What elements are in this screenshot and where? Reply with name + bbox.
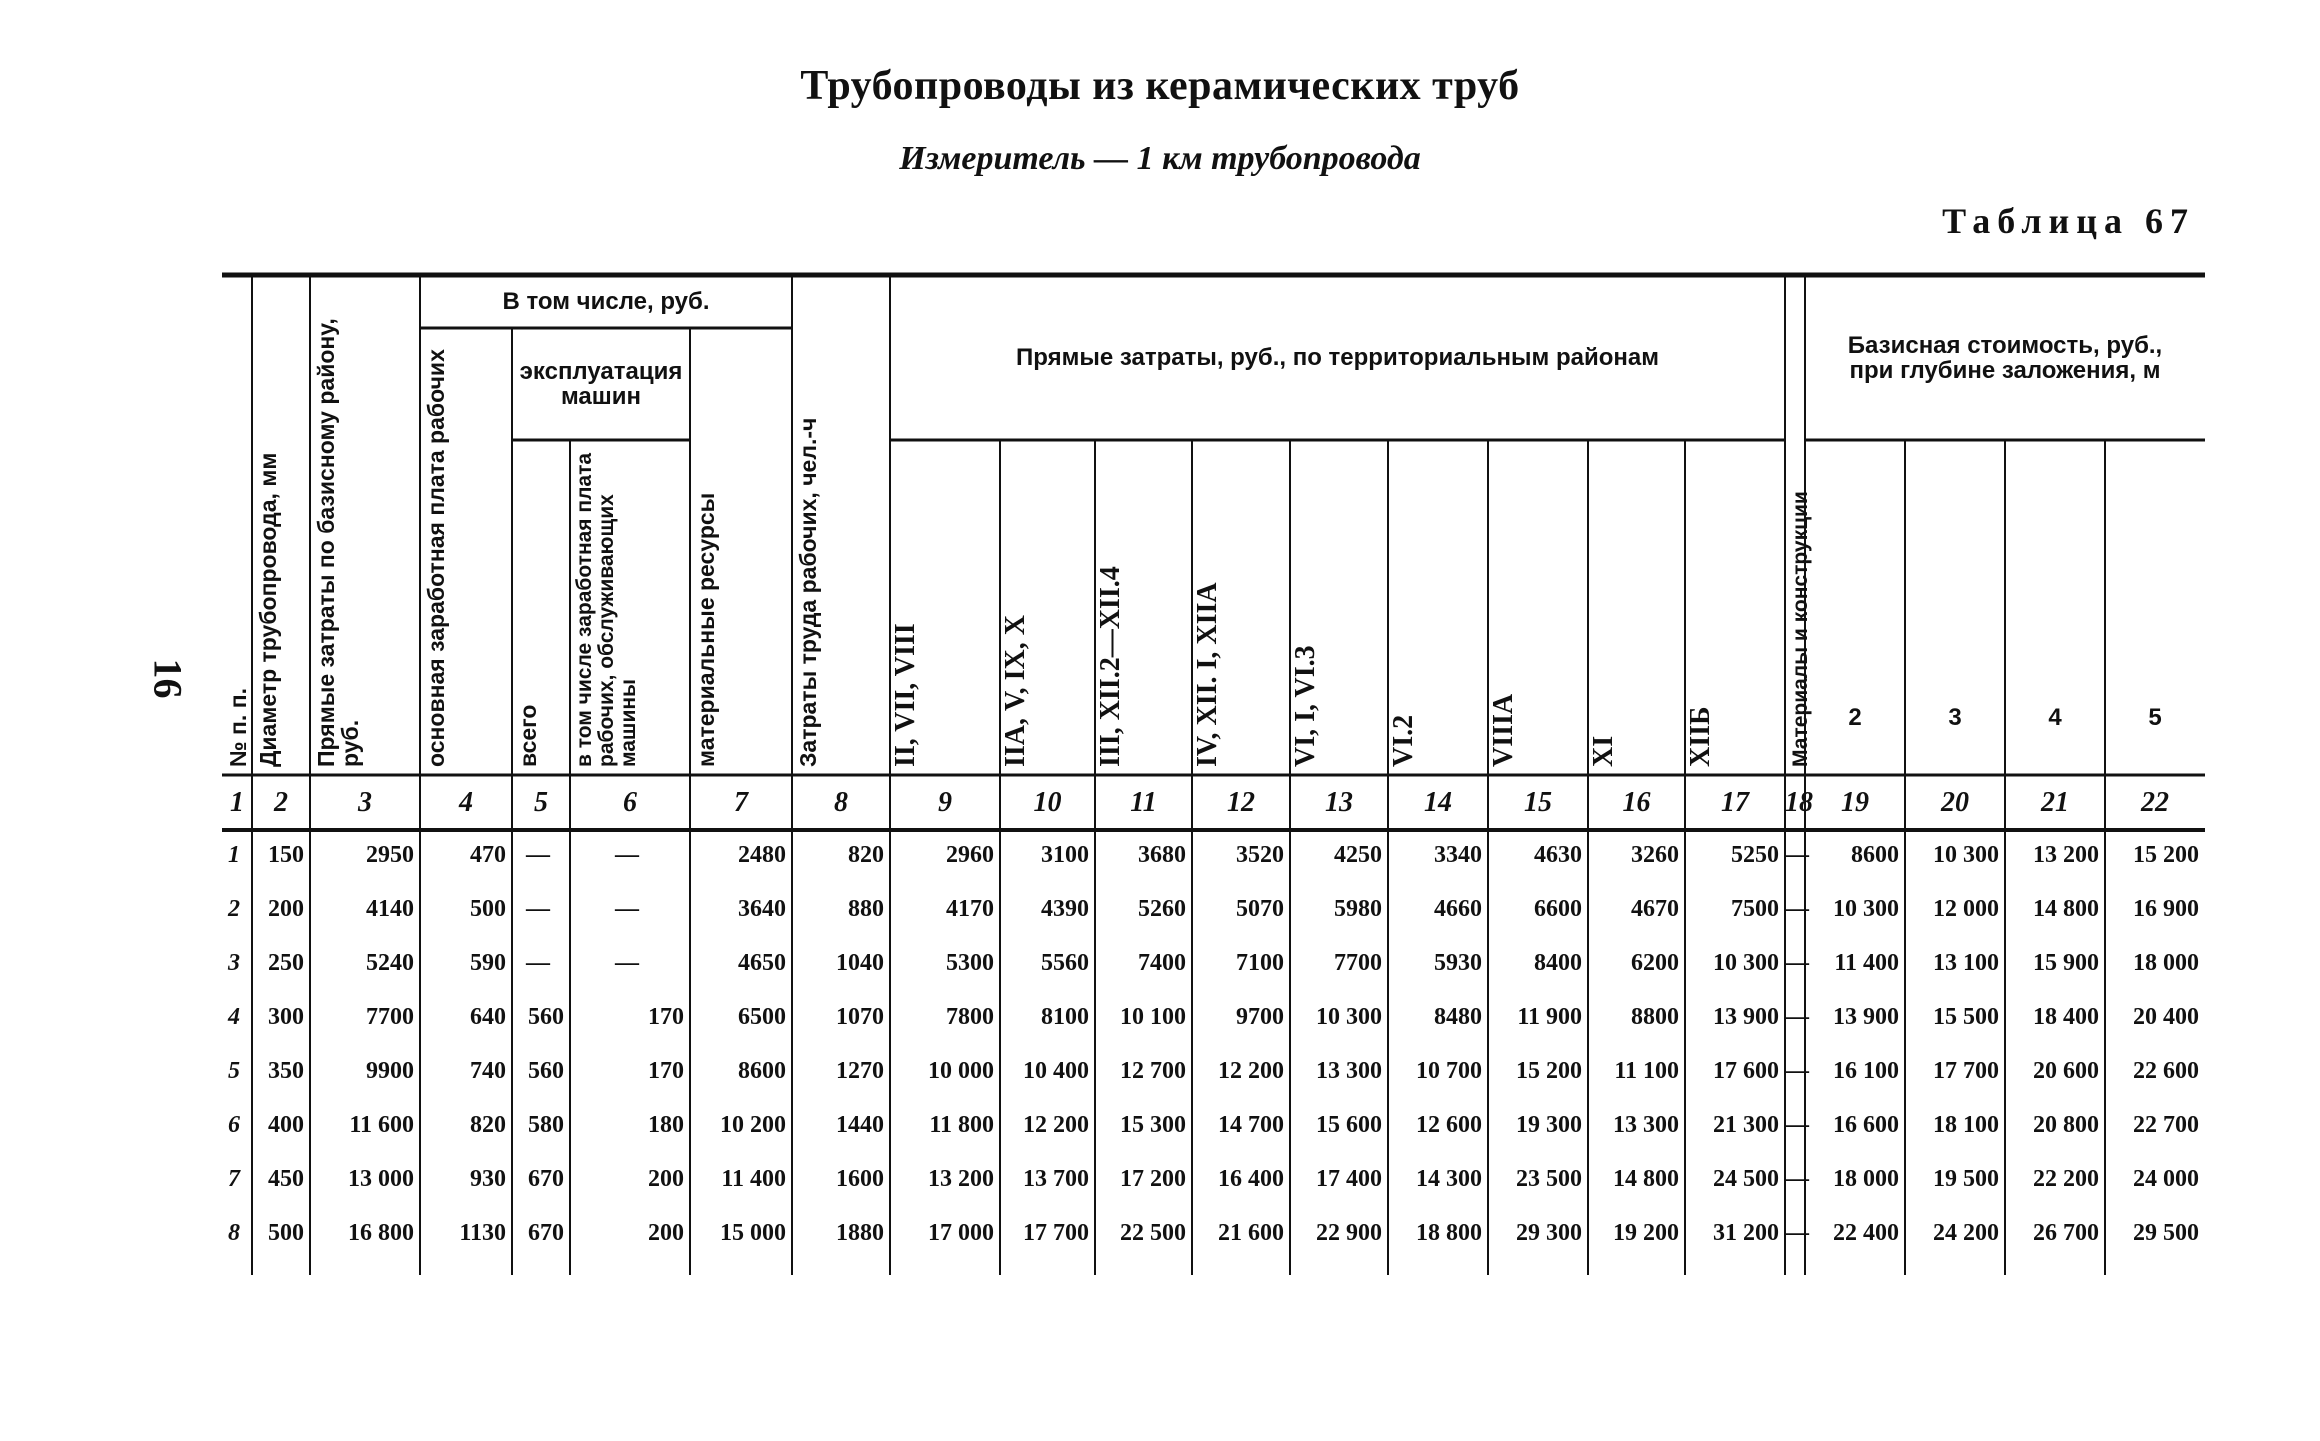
table-cell: 11 600 [349,1112,414,1138]
header-c2-label: Диаметр трубопровода, мм [255,452,281,767]
table-cell: 8600 [1851,842,1899,868]
table-cell: 24 200 [1933,1220,1999,1246]
table-cell: 470 [470,842,506,868]
table-cell: 880 [848,896,884,922]
table-cell: 29 300 [1516,1220,1582,1246]
column-number: 4 [459,787,473,818]
table-cell: 16 400 [1218,1166,1284,1192]
table-cell: 15 300 [1120,1112,1186,1138]
table-cell: 10 000 [928,1058,994,1084]
column-number: 19 [1841,787,1869,818]
header-c10 [1000,440,1095,775]
table-cell: — [526,950,550,976]
table-cell: 16 800 [348,1220,414,1246]
table-cell: 9700 [1236,1004,1284,1030]
header-c4 [420,328,512,775]
row-number: 2 [228,896,240,922]
table-cell: 3340 [1434,842,1482,868]
header-c15-label: VIIIА [1488,693,1519,767]
header-c4-label: основная заработная плата рабочих [423,349,449,767]
table-cell: 15 200 [2133,842,2199,868]
column-number: 22 [2141,787,2169,818]
header-c5-label: всего [515,704,541,767]
table-cell: 5300 [946,950,994,976]
table-cell: — [1785,1004,1809,1030]
column-number: 13 [1325,787,1353,818]
table-cell: 13 900 [1833,1004,1899,1030]
table-cell: 7400 [1138,950,1186,976]
column-number: 2 [274,787,288,818]
table-cell: 1440 [836,1112,884,1138]
table-cell: 17 600 [1713,1058,1779,1084]
table-cell: 13 900 [1713,1004,1779,1030]
table-cell: 14 800 [1613,1166,1679,1192]
table-cell: 1880 [836,1220,884,1246]
table-cell: 11 900 [1517,1004,1582,1030]
table-cell: 1130 [459,1220,506,1246]
table-cell: 18 400 [2033,1004,2099,1030]
column-number: 1 [230,787,244,818]
table-cell: 2960 [946,842,994,868]
table-cell: 12 200 [1023,1112,1089,1138]
header-c14-label: VI.2 [1388,714,1419,767]
row-number: 8 [228,1220,240,1246]
table-cell: 180 [648,1112,684,1138]
table-cell: 200 [648,1166,684,1192]
table-cell: 21 600 [1218,1220,1284,1246]
table-cell: 9900 [366,1058,414,1084]
header-c13 [1290,440,1388,775]
table-cell: 7800 [946,1004,994,1030]
table-cell: 3680 [1138,842,1186,868]
table-cell: 560 [528,1058,564,1084]
header-c16-label: XI [1588,735,1619,767]
table-cell: 16 100 [1833,1058,1899,1084]
table-cell: 170 [648,1004,684,1030]
table-cell: 670 [528,1166,564,1192]
table-cell: 10 100 [1120,1004,1186,1030]
header-c5 [512,440,570,775]
column-number: 8 [834,787,848,818]
table-cell: 16 600 [1833,1112,1899,1138]
table-cell: 20 400 [2133,1004,2199,1030]
table-cell: — [1785,950,1809,976]
table-cell: 13 300 [1316,1058,1382,1084]
table-cell: 15 200 [1516,1058,1582,1084]
table-cell: 19 200 [1613,1220,1679,1246]
column-number: 7 [734,787,748,818]
table-cell: 200 [648,1220,684,1246]
table-cell: 15 900 [2033,950,2099,976]
table-cell: 13 200 [928,1166,994,1192]
table-cell: 22 500 [1120,1220,1186,1246]
table-cell: 450 [268,1166,304,1192]
table-cell: 18 800 [1416,1220,1482,1246]
table-cell: 170 [648,1058,684,1084]
table-cell: 1070 [836,1004,884,1030]
table-cell: 3260 [1631,842,1679,868]
page-subtitle: Измеритель — 1 км трубопровода [899,140,1421,177]
table-cell: 250 [268,950,304,976]
table-cell: 5260 [1138,896,1186,922]
table-cell: 150 [268,842,304,868]
row-number: 3 [228,950,240,976]
table-cell: 13 300 [1613,1112,1679,1138]
table-cell: 23 500 [1516,1166,1582,1192]
table-cell: 6200 [1631,950,1679,976]
table-cell: 24 000 [2133,1166,2199,1192]
table-cell: 18 100 [1933,1112,1999,1138]
table-cell: 640 [470,1004,506,1030]
table-cell: 4250 [1334,842,1382,868]
table-cell: 13 700 [1023,1166,1089,1192]
table-cell: 200 [268,896,304,922]
header-c10-label: IIА, V, IX, X [1000,615,1031,767]
row-number: 5 [228,1058,240,1084]
table-cell: 8100 [1041,1004,1089,1030]
table-cell: 29 500 [2133,1220,2199,1246]
table-cell: 8480 [1434,1004,1482,1030]
header-c3 [310,275,420,775]
table-cell: 4170 [946,896,994,922]
table-cell: — [526,896,550,922]
table-cell: 11 800 [929,1112,994,1138]
table-cell: 12 700 [1120,1058,1186,1084]
header-c14 [1388,440,1488,775]
table-cell: 930 [470,1166,506,1192]
table-cell: 19 500 [1933,1166,1999,1192]
table-cell: 11 400 [1834,950,1899,976]
table-cell: 350 [268,1058,304,1084]
table-cell: 24 500 [1713,1166,1779,1192]
table-cell: 560 [528,1004,564,1030]
table-cell: 22 400 [1833,1220,1899,1246]
column-number: 11 [1130,787,1157,818]
table-cell: 8600 [738,1058,786,1084]
table-cell: 10 400 [1023,1058,1089,1084]
header-c11 [1095,440,1192,775]
header-incl: В том числе, руб. [502,288,710,315]
table-cell: 820 [470,1112,506,1138]
table-cell: 12 200 [1218,1058,1284,1084]
header-c13-label: VI, I, VI.3 [1290,645,1321,767]
header-c15 [1488,440,1588,775]
column-number: 12 [1227,787,1255,818]
table-cell: 2480 [738,842,786,868]
table-cell: 4650 [738,950,786,976]
header-c17 [1685,440,1785,775]
header-c19: 2 [1848,704,1862,731]
table-cell: 17 200 [1120,1166,1186,1192]
column-number: 5 [534,787,548,818]
header-c9-label: II, VII, VIII [890,623,921,767]
column-number: 21 [2041,787,2069,818]
table-cell: 4390 [1041,896,1089,922]
table-cell: — [1785,1220,1809,1246]
table-cell: — [1785,1058,1809,1084]
column-number: 15 [1524,787,1552,818]
table-cell: 7500 [1731,896,1779,922]
table-cell: 300 [268,1004,304,1030]
table-cell: — [615,842,639,868]
header-c1 [222,275,252,775]
table-cell: 580 [528,1112,564,1138]
column-number: 18 [1785,787,1813,818]
table-cell: 5980 [1334,896,1382,922]
table-cell: 14 800 [2033,896,2099,922]
table-cell: 13 000 [348,1166,414,1192]
table-cell: 10 700 [1416,1058,1482,1084]
header-c7 [690,328,792,775]
table-cell: 820 [848,842,884,868]
table-cell: 15 000 [720,1220,786,1246]
header-base: Базисная стоимость, руб., при глубине заложения, м [1847,331,2163,384]
header-c20: 3 [1948,704,1962,731]
row-number: 6 [228,1112,240,1138]
table-cell: 14 700 [1218,1112,1284,1138]
table-cell: 15 500 [1933,1004,1999,1030]
header-c8-label: Затраты труда рабочих, чел.-ч [795,417,821,767]
table-cell: 2950 [366,842,414,868]
table-cell: 17 700 [1933,1058,1999,1084]
header-c18-label: Материалы и конструкции [1789,491,1812,767]
table-cell: 1040 [836,950,884,976]
table-cell: 740 [470,1058,506,1084]
table-cell: 670 [528,1220,564,1246]
header-c16 [1588,440,1685,775]
table-cell: 26 700 [2033,1220,2099,1246]
table-cell: 12 600 [1416,1112,1482,1138]
table-cell: 10 200 [720,1112,786,1138]
column-number: 20 [1941,787,1969,818]
table-cell: 14 300 [1416,1166,1482,1192]
table-cell: 590 [470,950,506,976]
table-cell: 11 100 [1614,1058,1679,1084]
column-number: 14 [1424,787,1452,818]
table-cell: 500 [470,896,506,922]
table-cell: 22 200 [2033,1166,2099,1192]
header-exp: эксплуатация машин [519,358,683,410]
header-regions: Прямые затраты, руб., по территориальным районам [1016,344,1659,371]
table-cell: 15 600 [1316,1112,1382,1138]
table-cell: 6500 [738,1004,786,1030]
table-cell: 20 600 [2033,1058,2099,1084]
table-cell: 7100 [1236,950,1284,976]
header-c21: 4 [2048,704,2062,731]
column-number: 17 [1721,787,1749,818]
table-cell: 22 900 [1316,1220,1382,1246]
table-cell: 5930 [1434,950,1482,976]
table-cell: — [1785,842,1809,868]
table-cell: 400 [268,1112,304,1138]
table-cell: 19 300 [1516,1112,1582,1138]
table-cell: 3100 [1041,842,1089,868]
table-cell: — [1785,1166,1809,1192]
table-cell: 21 300 [1713,1112,1779,1138]
row-number: 1 [228,842,240,868]
table-cell: 8800 [1631,1004,1679,1030]
table-cell: 10 300 [1933,842,1999,868]
table-cell: 10 300 [1833,896,1899,922]
table-cell: — [615,950,639,976]
table-cell: 17 400 [1316,1166,1382,1192]
table-cell: 4630 [1534,842,1582,868]
table-cell: 1600 [836,1166,884,1192]
header-c17-label: XIIБ [1685,706,1716,767]
table-cell: 31 200 [1713,1220,1779,1246]
table-cell: — [1785,896,1809,922]
column-number: 16 [1622,787,1651,818]
table-cell: — [615,896,639,922]
row-number: 7 [228,1166,240,1192]
table-cell: 4670 [1631,896,1679,922]
table-cell: 10 300 [1316,1004,1382,1030]
table-label: Таблица 67 [1942,201,2195,241]
page-title: Трубопроводы из керамических труб [800,63,1520,109]
table-cell: 7700 [1334,950,1382,976]
table-cell: 3520 [1236,842,1284,868]
table-cell: 17 000 [928,1220,994,1246]
table-cell: 17 700 [1023,1220,1089,1246]
table-cell: 3640 [738,896,786,922]
table-cell: — [526,842,550,868]
header-c1-label: № п. п. [225,688,251,767]
table-cell: 10 300 [1713,950,1779,976]
header-c7-label: материальные ресурсы [693,492,719,767]
header-c6-label: в том числе заработная плата рабочих, обслуживающих машины [573,452,640,767]
table-cell: 12 000 [1933,896,1999,922]
table-cell: 6600 [1534,896,1582,922]
table-cell: 18 000 [2133,950,2199,976]
table-cell: 16 900 [2133,896,2199,922]
table-cell: 500 [268,1220,304,1246]
table-cell: 5240 [366,950,414,976]
table-cell: 5560 [1041,950,1089,976]
column-number: 10 [1033,787,1062,818]
header-c3-label: Прямые затраты по базисному району, руб. [313,318,363,767]
header-c11-label: III, XII.2—XII.4 [1095,566,1126,767]
header-c6 [570,440,690,775]
table-cell: 22 700 [2133,1112,2199,1138]
header-c8 [792,275,890,775]
header-c22: 5 [2148,704,2162,731]
table-cell: 4140 [366,896,414,922]
table-cell: 5070 [1236,896,1284,922]
table-cell: 8400 [1534,950,1582,976]
table-cell: 18 000 [1833,1166,1899,1192]
column-number: 3 [358,787,372,818]
column-number: 9 [938,787,952,818]
header-c9 [890,440,1000,775]
table-cell: 5250 [1731,842,1779,868]
column-number: 6 [623,787,637,818]
table-cell: 22 600 [2133,1058,2199,1084]
table-cell: 20 800 [2033,1112,2099,1138]
header-c12 [1192,440,1290,775]
table-cell: 13 200 [2033,842,2099,868]
page-number: 16 [145,658,191,699]
table-cell: — [1785,1112,1809,1138]
table-cell: 11 400 [721,1166,786,1192]
header-c18 [1785,275,1812,775]
table-cell: 13 100 [1933,950,1999,976]
table-cell: 1270 [836,1058,884,1084]
row-number: 4 [228,1004,240,1030]
header-c2 [252,275,310,775]
table-cell: 4660 [1434,896,1482,922]
table-cell: 7700 [366,1004,414,1030]
header-c12-label: IV, XII. I, XIIА [1192,582,1223,767]
